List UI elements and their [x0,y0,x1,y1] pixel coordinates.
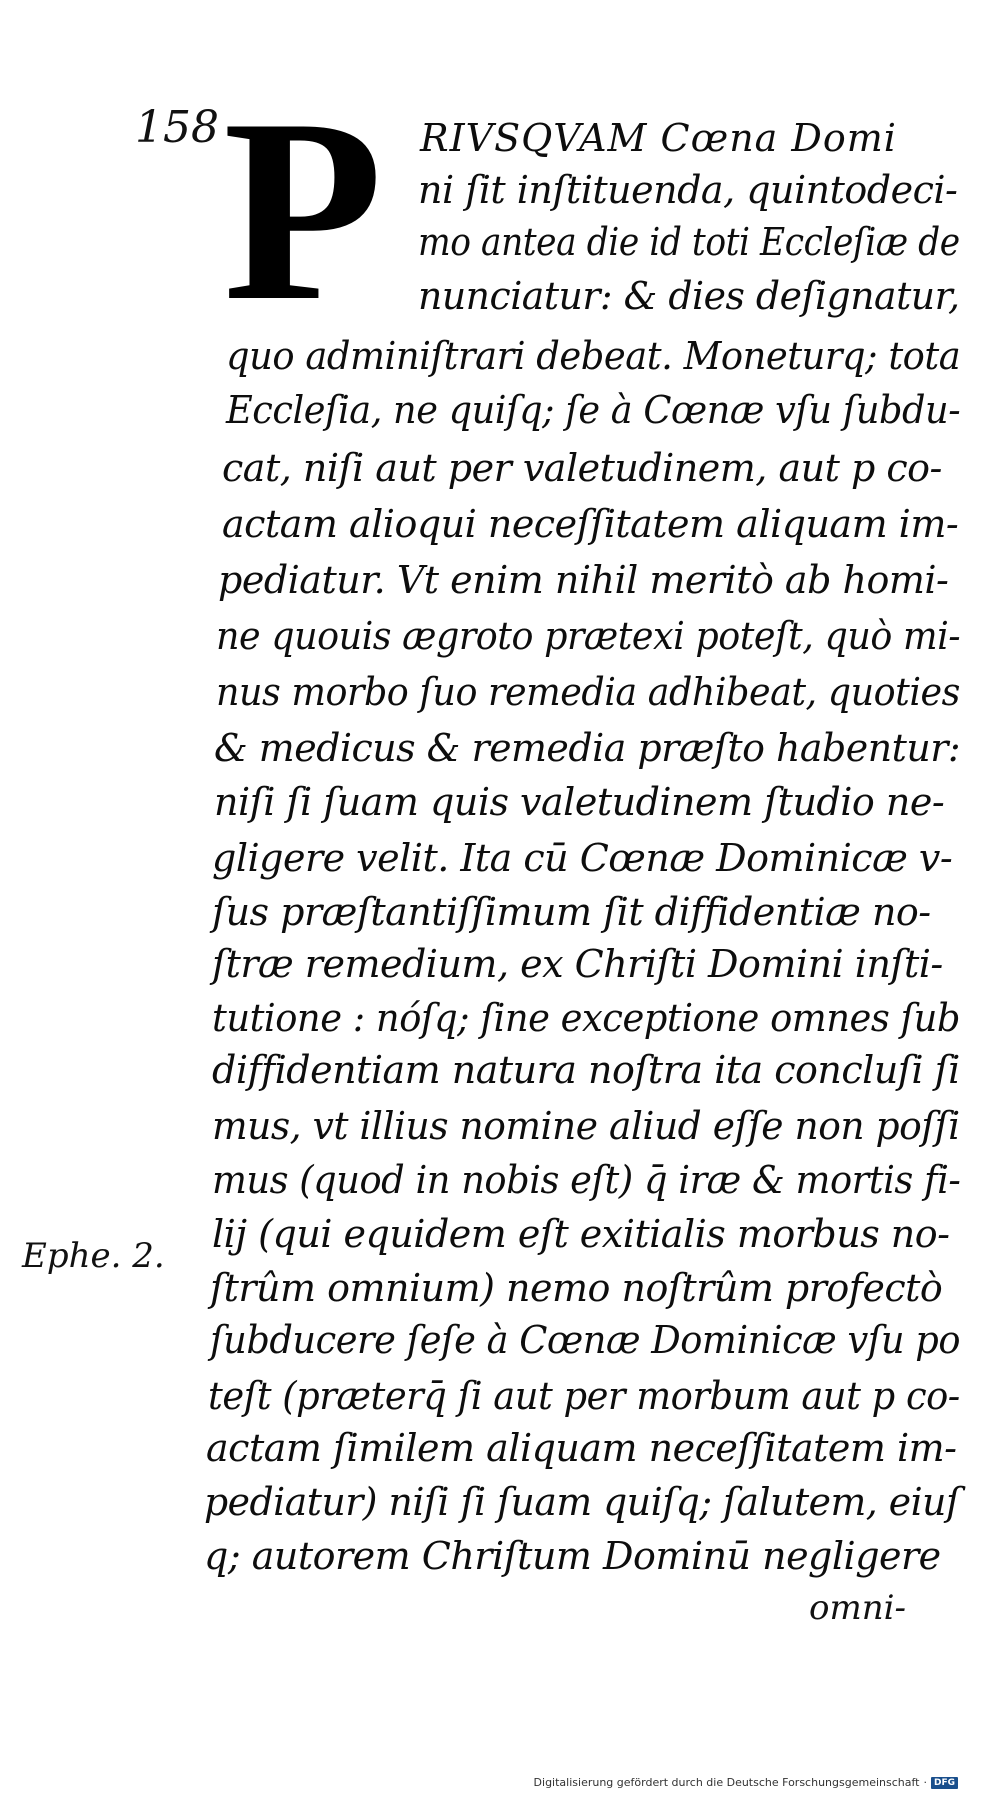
text-line: RIVSQVAM Cœna Domi [420,116,897,160]
dfg-logo: DFG [931,1777,958,1789]
text-line: nunciatur: & dies deſignatur, [418,274,960,318]
text-line: & medicus & remedia præſto habentur: [214,726,961,770]
text-line: ne quouis ægroto prætexi poteſt, quò mi- [216,614,961,658]
digitization-credit: Digitalisierung gefördert durch die Deutsche Forschungsgemeinschaft · DFG [534,1776,958,1790]
text-line: q; autorem Chriſtum Dominū negligere [204,1534,941,1578]
text-line: pediatur) niſi ſi ſuam quiſq; ſalutem, eiuſ [204,1480,960,1524]
text-line: cat, niſi aut per valetudinem, aut p co- [222,446,942,490]
text-line: tutione : nóſq; ſine exceptione omnes ſub [212,996,961,1040]
drop-cap-initial: P [223,65,384,355]
text-line: lij (qui equidem eſt exitialis morbus no- [212,1212,950,1256]
text-line: actam ſimilem aliquam neceſſitatem im- [206,1426,957,1470]
text-line: diffidentiam natura noſtra ita concluſi ſi [212,1048,960,1092]
margin-reference: Ephe. 2. [22,1236,165,1276]
catchword: omni- [809,1588,906,1628]
text-line: ſus præſtantiſſimum ſit diffidentiæ no- [212,890,931,934]
text-line: ſtræ remedium, ex Chriſti Domini inſti- [212,942,943,986]
text-line: mo antea die id toti Eccleſiæ de [418,220,960,264]
text-line: gligere velit. Ita cū Cœnæ Dominicæ v- [212,836,953,880]
text-line: pediatur. Vt enim nihil meritò ab homi- [218,558,949,602]
text-line: nus morbo ſuo remedia adhibeat, quoties [216,670,960,714]
credit-text: Digitalisierung gefördert durch die Deutsche Forschungsgemeinschaft [533,1776,920,1789]
text-line: actam alioqui neceſſitatem aliquam im- [222,502,959,546]
text-line: niſi ſi ſuam quis valetudinem ſtudio ne- [214,780,945,824]
text-line: ſubducere ſeſe à Cœnæ Dominicæ vſu po [210,1318,960,1362]
text-line: mus (quod in nobis eſt) q̄ iræ & mortis fi- [212,1158,961,1202]
text-line: mus, vt illius nomine aliud eſſe non poſſi [212,1104,960,1148]
text-line: ni ſit inſtituenda, quintodeci- [418,168,958,212]
text-line: teſt (præterq̄ ſi aut per morbum aut p co- [208,1374,960,1418]
text-line: Eccleſia, ne quiſq; ſe à Cœnæ vſu ſubdu- [226,388,961,432]
page-number: 158 [135,102,219,153]
text-line: quo adminiſtrari debeat. Moneturq; tota [226,334,961,378]
text-line: ſtrûm omnium) nemo noſtrûm profectò [210,1266,943,1310]
